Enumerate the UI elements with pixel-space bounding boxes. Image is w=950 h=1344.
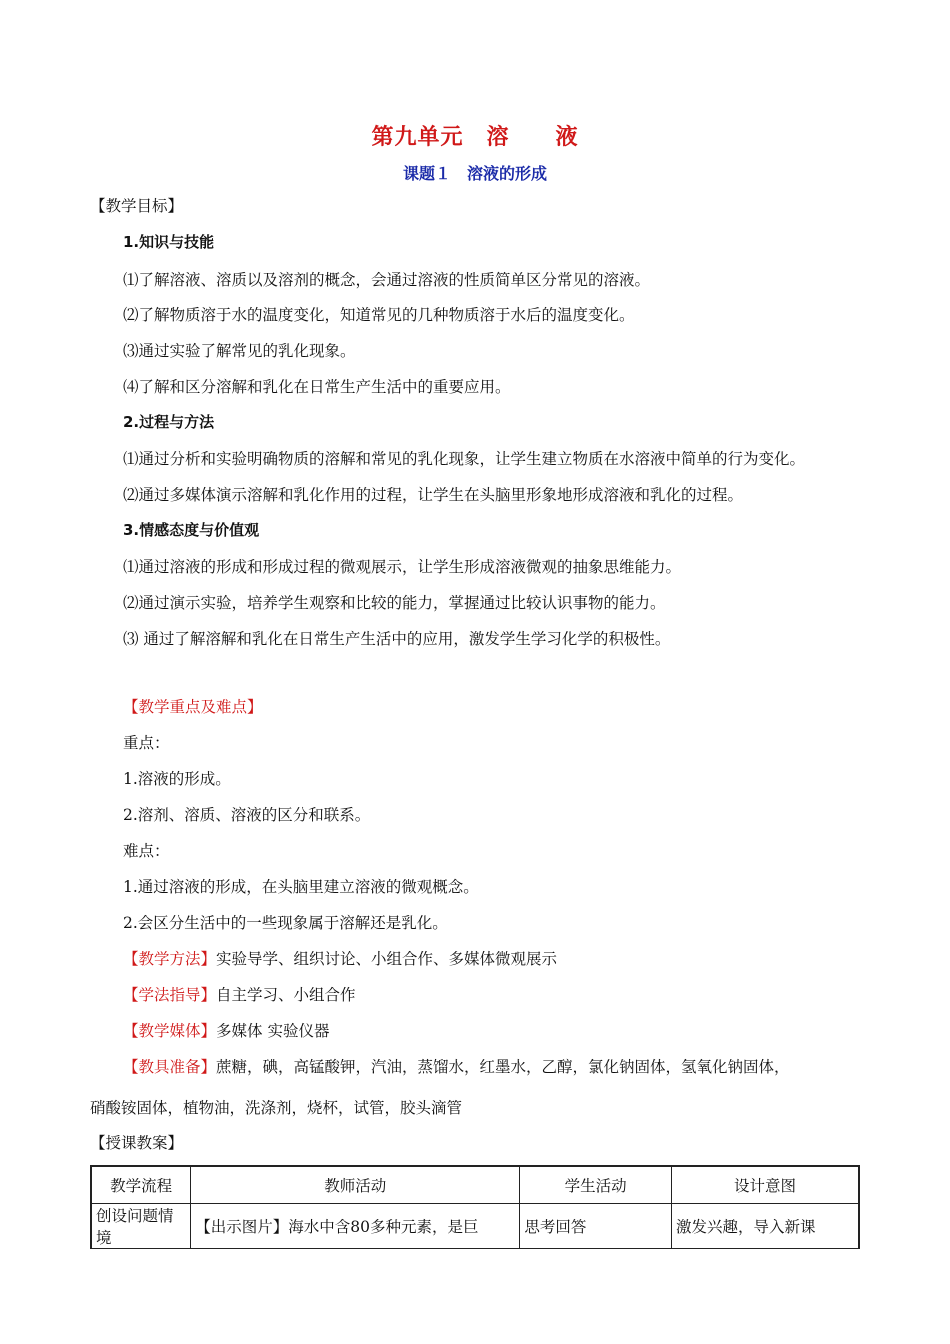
study-text: 自主学习、小组合作	[216, 986, 356, 1004]
lesson-subtitle: 课题１ 溶液的形成	[402, 164, 547, 183]
media-text: 多媒体 实验仪器	[216, 1022, 330, 1040]
header-cell: 设计意图	[671, 1166, 859, 1204]
lesson-plan-heading: 【授课教案】	[90, 1134, 184, 1152]
process-item: ⑴通过分析和实验明确物质的溶解和常见的乳化现象，让学生建立物质在水溶液中简单的行为变化。	[123, 450, 806, 468]
lesson-plan-table	[90, 1165, 860, 1249]
media-line	[123, 1019, 329, 1041]
study-label: 【学法指导】	[123, 986, 217, 1004]
attitude-item: ⑴通过溶液的形成和形成过程的微观展示，让学生形成溶液微观的抽象思维能力。	[123, 558, 682, 576]
study-line	[123, 983, 356, 1005]
table-header-row	[91, 1166, 859, 1204]
table-cell: 思考回答	[520, 1204, 672, 1249]
knowledge-item: ⑷了解和区分溶解和乳化在日常生产生活中的重要应用。	[123, 378, 511, 396]
attitude-item: ⑶ 通过了解溶解和乳化在日常生产生活中的应用，激发学生学习化学的积极性。	[123, 630, 671, 648]
attitude-item: ⑵通过演示实验，培养学生观察和比较的能力，掌握通过比较认识事物的能力。	[123, 594, 666, 612]
header-cell: 教学流程	[91, 1166, 191, 1204]
focus-item: 1.溶液的形成。	[123, 770, 231, 788]
knowledge-item: ⑵了解物质溶于水的温度变化，知道常见的几种物质溶于水后的温度变化。	[123, 306, 635, 324]
tools-text: 蔗糖，碘，高锰酸钾，汽油，蒸馏水，红墨水，乙醇，氯化钠固体，氢氧化钠固体，	[216, 1058, 790, 1076]
knowledge-heading: 1.知识与技能	[123, 233, 215, 251]
table-cell: 【出示图片】海水中含80多种元素，是巨	[191, 1204, 520, 1249]
method-label: 【教学方法】	[123, 950, 217, 968]
method-line	[123, 947, 557, 969]
header-cell: 教师活动	[191, 1166, 520, 1204]
table-cell: 激发兴趣，导入新课	[671, 1204, 859, 1249]
media-label: 【教学媒体】	[123, 1022, 217, 1040]
knowledge-item: ⑴了解溶液、溶质以及溶剂的概念，会通过溶液的性质简单区分常见的溶液。	[123, 271, 651, 289]
method-text: 实验导学、组织讨论、小组合作、多媒体微观展示	[216, 950, 558, 968]
process-item: ⑵通过多媒体演示溶解和乳化作用的过程，让学生在头脑里形象地形成溶液和乳化的过程。	[123, 486, 744, 504]
focus-item: 2.溶剂、溶质、溶液的区分和联系。	[123, 806, 371, 824]
difficulty-item: 2.会区分生活中的一些现象属于溶解还是乳化。	[123, 914, 448, 932]
focus-label: 重点：	[123, 734, 170, 752]
unit-title: 第九单元 溶 液	[371, 125, 579, 150]
tools-line	[123, 1055, 790, 1077]
table-cell: 创设问题情境	[91, 1204, 191, 1249]
difficulty-label: 难点：	[123, 842, 170, 860]
knowledge-item: ⑶通过实验了解常见的乳化现象。	[123, 342, 356, 360]
tools-text-continued: 硝酸铵固体，植物油，洗涤剂，烧杯，试管，胶头滴管	[90, 1099, 463, 1117]
header-cell: 学生活动	[520, 1166, 672, 1204]
process-heading: 2.过程与方法	[123, 413, 215, 431]
attitude-heading: 3.情感态度与价值观	[123, 521, 260, 539]
difficulty-item: 1.通过溶液的形成，在头脑里建立溶液的微观概念。	[123, 878, 479, 896]
key-points-heading: 【教学重点及难点】	[123, 698, 263, 716]
table-row	[91, 1204, 859, 1249]
tools-label: 【教具准备】	[123, 1058, 217, 1076]
objectives-heading: 【教学目标】	[90, 197, 184, 215]
